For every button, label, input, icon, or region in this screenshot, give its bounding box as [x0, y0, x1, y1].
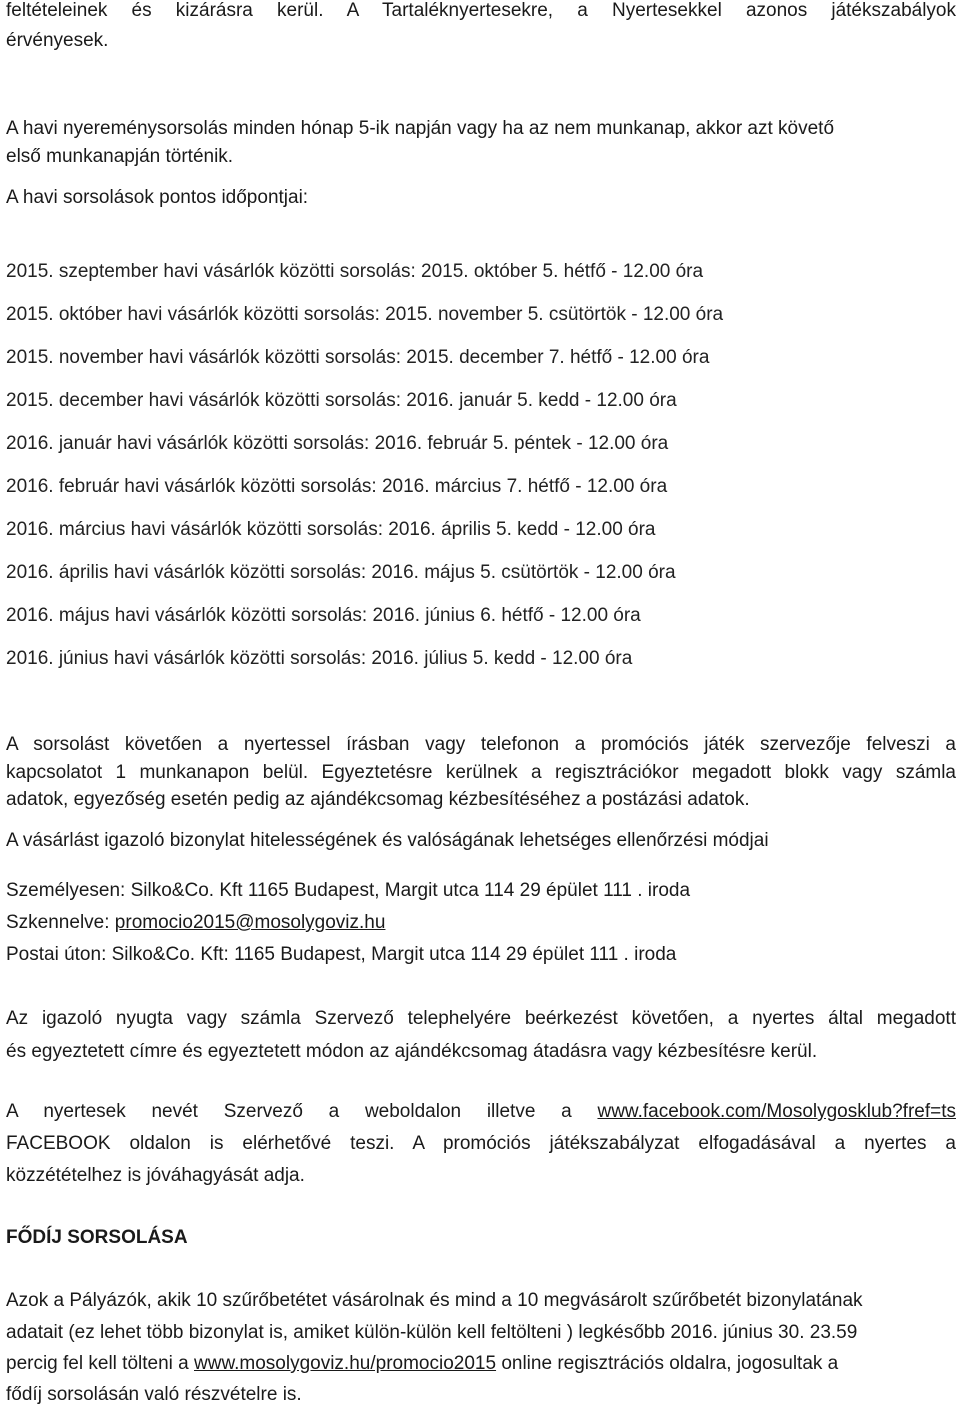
verify-personal: Személyesen: Silko&Co. Kft 1165 Budapest, Margit utca 114 29 épület 111 . iroda: [6, 880, 691, 901]
schedule-item: 2015. november havi vásárlók közötti sorsolás: 2015. december 7. hétfő - 12.00 óra: [6, 347, 710, 368]
schedule-item: 2015. szeptember havi vásárlók közötti sorsolás: 2015. október 5. hétfő - 12.00 óra: [6, 261, 704, 282]
schedule-item: 2016. január havi vásárlók közötti sorsolás: 2016. február 5. péntek - 12.00 óra: [6, 433, 669, 454]
contact-paragraph-line: kapcsolatot 1 munkanapon belül. Egyeztetésre kerülnek a regisztrációkor megadott blokk vagy számla: [6, 762, 956, 783]
grand-prize-line: Azok a Pályázók, akik 10 szűrőbetétet vásárolnak és mind a 10 megvásárolt szűrőbetét bizonylatának: [6, 1290, 863, 1311]
schedule-item: 2016. június havi vásárlók közötti sorsolás: 2016. július 5. kedd - 12.00 óra: [6, 648, 633, 669]
contact-paragraph-line: adatok, egyezőség esetén pedig az ajándékcsomag kézbesítéséhez a postázási adatok.: [6, 789, 750, 810]
grand-prize-heading: FŐDÍJ SORSOLÁSA: [6, 1227, 188, 1248]
verify-heading: A vásárlást igazoló bizonylat hitelességének és valóságának lehetséges ellenőrzési módjai: [6, 830, 769, 851]
intro-line: első munkanapján történik.: [6, 146, 234, 167]
contact-paragraph-line: A sorsolást követően a nyertessel írásban vagy telefonon a promóciós játék szervezője felveszi a: [6, 734, 956, 755]
verify-scan: [6, 912, 385, 934]
grand-prize-line: [6, 1353, 838, 1375]
facebook-link[interactable]: www.facebook.com/Mosolygosklub?fref=ts: [597, 1101, 956, 1122]
winners-paragraph-line: FACEBOOK oldalon is elérhetővé teszi. A promóciós játékszabályzat elfogadásával a nyertes a: [6, 1133, 956, 1154]
schedule-item: 2015. december havi vásárlók közötti sorsolás: 2016. január 5. kedd - 12.00 óra: [6, 390, 677, 411]
verify-post: Postai úton: Silko&Co. Kft: 1165 Budapest, Margit utca 114 29 épület 111 . iroda: [6, 944, 677, 965]
intro-line: A havi nyereménysorsolás minden hónap 5-ik napján vagy ha az nem munkanap, akkor azt követő: [6, 118, 835, 139]
schedule-item: 2016. április havi vásárlók közötti sorsolás: 2016. május 5. csütörtök - 12.00 óra: [6, 562, 676, 583]
grand-prize-text: percig fel kell tölteni a: [6, 1353, 194, 1374]
grand-prize-text: online regisztrációs oldalra, jogosultak a: [496, 1353, 839, 1374]
receipt-paragraph-line: Az igazoló nyugta vagy számla Szervező telephelyére beérkezést követően, a nyertes által megadott: [6, 1008, 956, 1029]
schedule-item: 2016. március havi vásárlók közötti sorsolás: 2016. április 5. kedd - 12.00 óra: [6, 519, 656, 540]
verify-scan-label: Szkennelve:: [6, 912, 115, 933]
scan-email-link[interactable]: promocio2015@mosolygoviz.hu: [114, 912, 386, 933]
schedule-item: 2016. május havi vásárlók közötti sorsolás: 2016. június 6. hétfő - 12.00 óra: [6, 605, 641, 626]
receipt-paragraph-line: és egyeztetett címre és egyeztetett módon az ajándékcsomag átadásra vagy kézbesítésre kerül.: [6, 1041, 818, 1062]
schedule-item: 2015. október havi vásárlók közötti sorsolás: 2015. november 5. csütörtök - 12.00 óra: [6, 304, 724, 325]
intro-line: érvényesek.: [6, 30, 109, 51]
grand-prize-line: adatait (ez lehet több bizonylat is, amiket külön-külön kell feltölteni ) legkésőbb 2016. június 30. 23.59: [6, 1322, 858, 1343]
schedule-heading: A havi sorsolások pontos időpontjai:: [6, 187, 309, 208]
winners-paragraph-line: [6, 1101, 956, 1123]
winners-paragraph-line: közzétételhez is jóváhagyását adja.: [6, 1165, 305, 1186]
intro-line: feltételeinek és kizárásra kerül. A Tartaléknyertesekre, a Nyertesekkel azonos játékszabályok: [6, 0, 956, 21]
schedule-item: 2016. február havi vásárlók közötti sorsolás: 2016. március 7. hétfő - 12.00 óra: [6, 476, 668, 497]
winners-text: A nyertesek nevét Szervező a weboldalon illetve a: [6, 1101, 572, 1122]
registration-link[interactable]: www.mosolygoviz.hu/promocio2015: [194, 1353, 497, 1374]
grand-prize-line: fődíj sorsolásán való részvételre is.: [6, 1384, 302, 1405]
